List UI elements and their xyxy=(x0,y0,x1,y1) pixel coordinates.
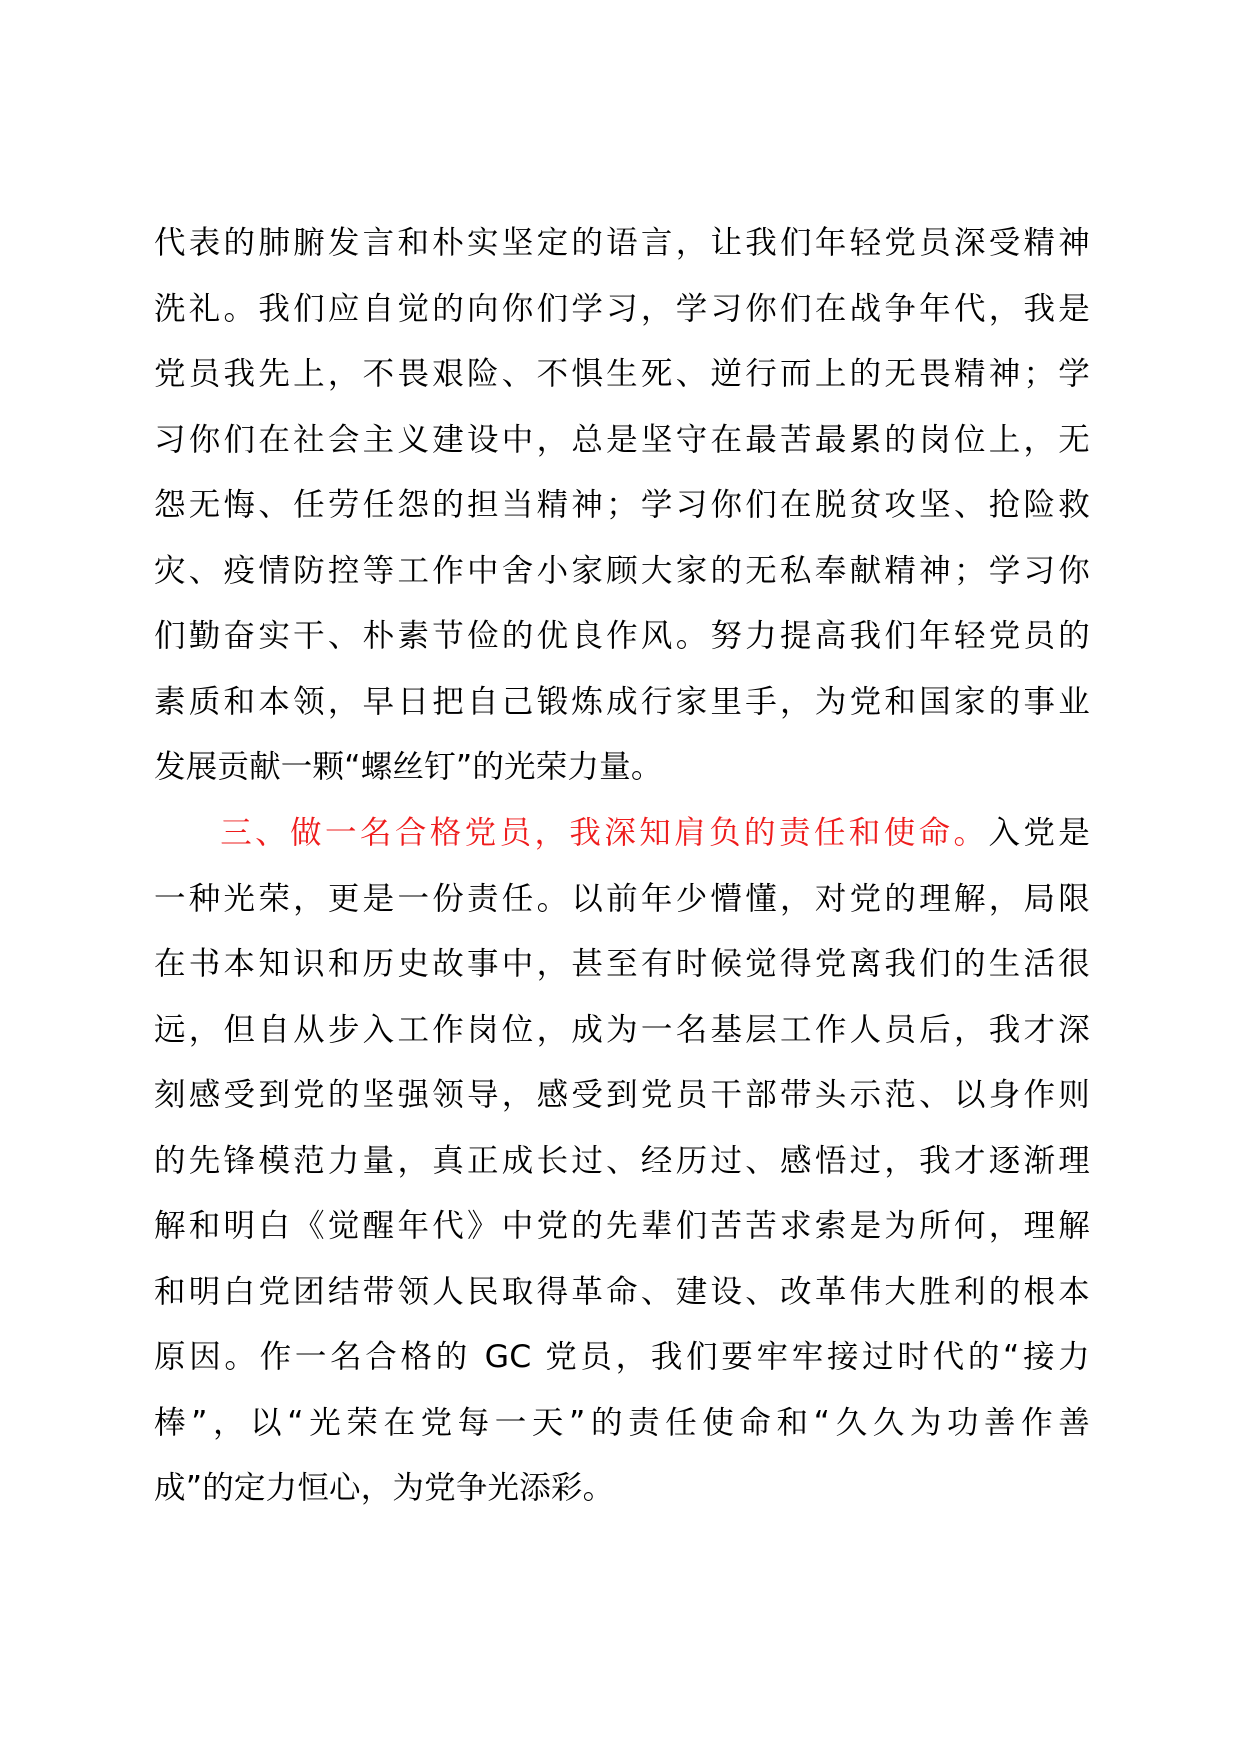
paragraph-line: 解和明白《觉醒年代》中党的先辈们苦苦求索是为所何，理解 xyxy=(154,1208,1090,1244)
paragraph-line: 怨无悔、任劳任怨的担当精神；学习你们在脱贫攻坚、抢险救 xyxy=(154,487,1090,523)
section-three-first-line-rest: 入党是 xyxy=(988,815,1090,851)
paragraph-line: 们勤奋实干、朴素节俭的优良作风。努力提高我们年轻党员的 xyxy=(154,618,1090,654)
section-three-heading: 三、做一名合格党员，我深知肩负的责任和使命。 xyxy=(217,815,989,851)
paragraph-line: 习你们在社会主义建设中，总是坚守在最苦最累的岗位上，无 xyxy=(154,421,1090,458)
paragraph-continuation xyxy=(154,211,1090,801)
paragraph-line: 发展贡献一颗“螺丝钉”的光荣力量。 xyxy=(154,749,663,785)
paragraph-line: 在书本知识和历史故事中，甚至有时候觉得党离我们的生活很 xyxy=(154,946,1090,982)
paragraph-line: 和明白党团结带领人民取得革命、建设、改革伟大胜利的根本 xyxy=(154,1273,1090,1310)
paragraph-line: 洗礼。我们应自觉的向你们学习，学习你们在战争年代，我是 xyxy=(154,290,1090,327)
paragraph-line: 党员我先上，不畏艰险、不惧生死、逆行而上的无畏精神；学 xyxy=(154,356,1090,392)
paragraph-line: 一种光荣，更是一份责任。以前年少懵懂，对党的理解，局限 xyxy=(154,880,1090,917)
paragraph-line: 棒”，以“光荣在党每一天”的责任使命和“久久为功善作善 xyxy=(154,1404,1090,1441)
paragraph-line: 素质和本领，早日把自己锻炼成行家里手，为党和国家的事业 xyxy=(154,683,1090,720)
section-three-first-line xyxy=(154,801,1090,867)
paragraph-line: 远，但自从步入工作岗位，成为一名基层工作人员后，我才深 xyxy=(154,1011,1090,1048)
paragraph-line: 刻感受到党的坚强领导，感受到党员干部带头示范、以身作则 xyxy=(154,1077,1090,1113)
section-three-paragraph xyxy=(154,801,1090,1522)
paragraph-line: 灾、疫情防控等工作中舍小家顾大家的无私奉献精神；学习你 xyxy=(154,552,1090,589)
paragraph-line: 原因。作一名合格的 GC 党员，我们要牢牢接过时代的“接力 xyxy=(154,1339,1090,1375)
paragraph-line: 成”的定力恒心，为党争光添彩。 xyxy=(154,1470,615,1506)
paragraph-line: 代表的肺腑发言和朴实坚定的语言，让我们年轻党员深受精神 xyxy=(154,225,1090,261)
paragraph-line: 的先锋模范力量，真正成长过、经历过、感悟过，我才逐渐理 xyxy=(154,1142,1090,1179)
